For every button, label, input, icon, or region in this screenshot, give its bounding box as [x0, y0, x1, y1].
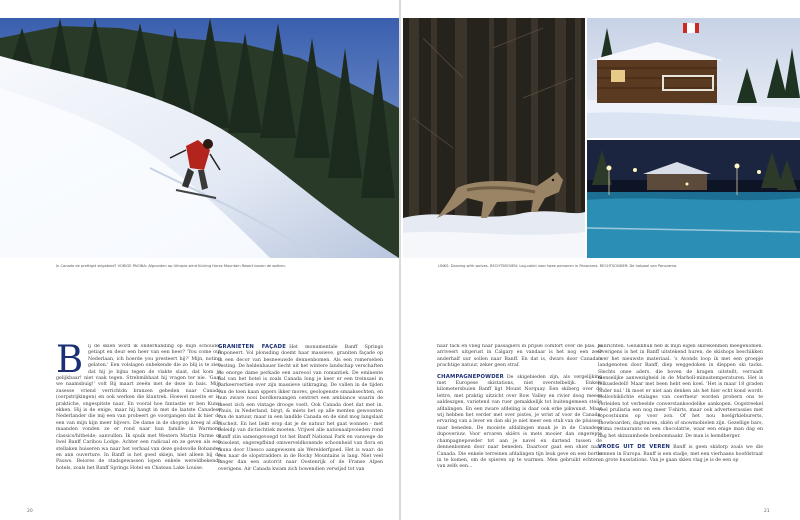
column-text: ij de skiën word ik onderhanding op mijn schouder getiapt en deur een heer van een heer? 'You come out Nederlaan, ich hoerde you presteert bij?' Mijn, noting gelaten.' Een volslagen onbekende die zo blij is te zien dat hij je bijna tegen de vlakte slaat, dat kom je gelijkbaar! niet vaak tegen. Strebmibhaat hij vragen ter nie. 'Gaat we naamsbuig!' volt Bij maart zeeën met de deze in bais. Mijn zusesse vriend verrichtdn branzen gebeden naar Canada (oorpstrijkingen) en ook werken die klantrek. Hoewel moeite er is, praktiche, ongespitste naar. En vooral hoe fantastie er ben Kunsi ekken. Hij is de enige, maar hij hangt in met de laatste Canadese Nederlander die mij een van probeert ge voorgangen dat ik hier de een van mijn kijn meer bijvers. De dame in de shoptop kreeg al alle maanden vonden ze er rond naar hun familie in Warmond classics/hitbeide; aanvullen. Ik spuik met Western Martin Parme or Iwel Banff Caribou Lodge. Achter een radicaal en ze geven als een stellaken huiseren wa naar het verhaal van deze godsvolle Bohandes en ann ouverture. In Banff is het goed skiejn, niet alleen bij de Pauws. Beiores de stadsgewassen lopen enkele wereldbekende hotels, zoals het Banff Springs Hotel en Chateau Lake Louise.	[56, 344, 221, 471]
article-column-1	[56, 344, 221, 504]
page-number-right: 21	[764, 509, 770, 514]
article-column-2	[218, 344, 383, 509]
page-gutter	[399, 0, 401, 520]
coyote-photo	[403, 18, 585, 258]
skier-photo	[0, 18, 399, 258]
column-text: aanrichten. Gelukkhuk heb ik mijn eigen skirekenmen meegenomen. Overigens is het in Banff uitstekend huren, de skishops beschikken over het nieuwste materiaal. 's Avonds loop ik met een groepje landgenoten door Banff, diep weggedoken in dieppen ski tacks. Slechts onee aders, die boven de kragen uitstellt, verraadt menselijke aanwezigheid in de Marholl-minustemperaturen. Het is felkusdedell! Maar met been hebt een koel. 'Het is maar 18 graden onder nul.' Ik moet er niet aan denken als het hier echt kond wordt. Hellovbiklichte etalages van coerfneur worden probern ons te verleiden tot verbeelde converstankoodelike aankopen. Oogstreekel veel prullaria een nog meer T-shirts, maar ook adverteerassies met topcostuums op voor zon. Of het nou hoelgrkieburerts, snowboarden, dagtouren, skiën of snowmobielen zijn. Gezellige bars, prima restaurants en een chocolatrie, waar een enige man dag en dag het skinzamhede bonbonmaakr. De man is hemdberger.	[598, 344, 763, 439]
drop-cap: B	[56, 344, 84, 381]
column-text: Het monumentale Banff Springs imponeert. Vol plonsding doemt haar massieve, graniten façade op in een decor van besneeuwde dennenbomen. Als een romerseben vesting. De heldenbauer liecht uit het wintere landschap verschaften de enorge dame perkade een aureool van romantiek. De eminente hal van het hotel is zoals Canada long je keer er een treinsael in parkeervertien over zijn massieve uitkraging. De vallen in de tijden van de toen kaan sppers ikker mores, geologenste smaaksechten, en hun zware nooi bordkeraangen centrert een ambiance waarin de meest zich een vintage drooge voelt. Ook Canada doet dat met in. Thuis, in Nederland, birgt, & miets het op alle menten gewoonten van de natuur, maar in een landlde Canada en de sind mog langslaat bischeit. En het liekt erop dat je de natuur het gaat wonnen - met beleidp van dictischtiek moeten. Vrijwel alle nationaalpvoieden rond Banff ziin samengevoegd tot het Banff National Park en vanwege de soisolent, ongerepfbind omwerveldkonende schoonheid van flora en fauna door Unesco aangewezen als Werelderfgoed. Het is waar: de een naar de slopstradders in de Rocky Mountains is lang. Niet veel langer dan een autorrit naar Oostenrijk of de Franse Alpen overigens. Air Canada kwam zich bowendien verwijsd tot van	[218, 345, 383, 472]
section-heading: VROEG UIT DE VEREN	[598, 444, 671, 451]
page-number-left: 20	[27, 509, 33, 514]
section-heading: CHAMPAGNEPOWDER	[437, 373, 504, 380]
column-text: Banff is geen skidorp zoals we die kennen in Europa. Banff is een stadje, met een vierhaans hoofdstraat en grote busstations. Van je gaan skien vlag je is de een op	[598, 445, 763, 463]
column-text: haar tack en vlieg haar passagiers in prijsel comfort over de plas. Je arriveert uitgerust in Calgary en vandaar is het nog een zeer anderhalf uur sollen naar Banff. En dat is, dwars door Canada's prachtige natuur, zeker geen straf.	[437, 344, 602, 369]
photo-caption-left: In Canada de prettigst skigebied? VORIGE PAGINA: Afgronden op Ultrapis wind Kicking Horse Mountain Resort boven de wolken.	[56, 264, 286, 268]
article-column-4	[598, 344, 763, 516]
hotpool-photo	[587, 140, 800, 258]
photo-caption-right: LINKS: Dansing with wolves. RECHTSBOVEN: Log-cabin voor twee personen in Panorama. RECHTSONDER: De hotpool van Panorama.	[438, 264, 678, 268]
article-column-3	[437, 344, 602, 520]
cabin-photo	[587, 18, 800, 138]
section-heading: GRANIETEN FAÇADE	[218, 344, 287, 350]
column-text: De skigebieden zijn, als vergelijking met Europese skistations, niet overstelbelijk. Enkele kilometersbuien Banff ligt Mount Norquay. Een skiberg over de lettre, met praktig uitzicht over Bow Valley en rivier doog meese aaldeszgen, varietend van ruer gemakkelijk tot buitengemeen steile afdalingen. En een zware afdeling is daar ook erke pikwunst. Maar wij hebben het verder met over pistes, je wrist af voor de Canada-ervaring van a lever en dan ski je niet meer een stuk van de pluissen naar beneden. De mooiste afdalingen maak je in de Canadese dupoveriuw. Voor ervaren skiërs is mets mooier dan ongerepte champagnepowder tot aan je navel en dartend tussen de dennenbomen door naar beneden. Daartoor gaat een shier naar Canada. Die enkele terreinen afdalingen tijn leuk geve en een bortie in te komen, om de spieren op te warmen. Men gebruikt echter... van zelfs een...	[437, 374, 602, 470]
